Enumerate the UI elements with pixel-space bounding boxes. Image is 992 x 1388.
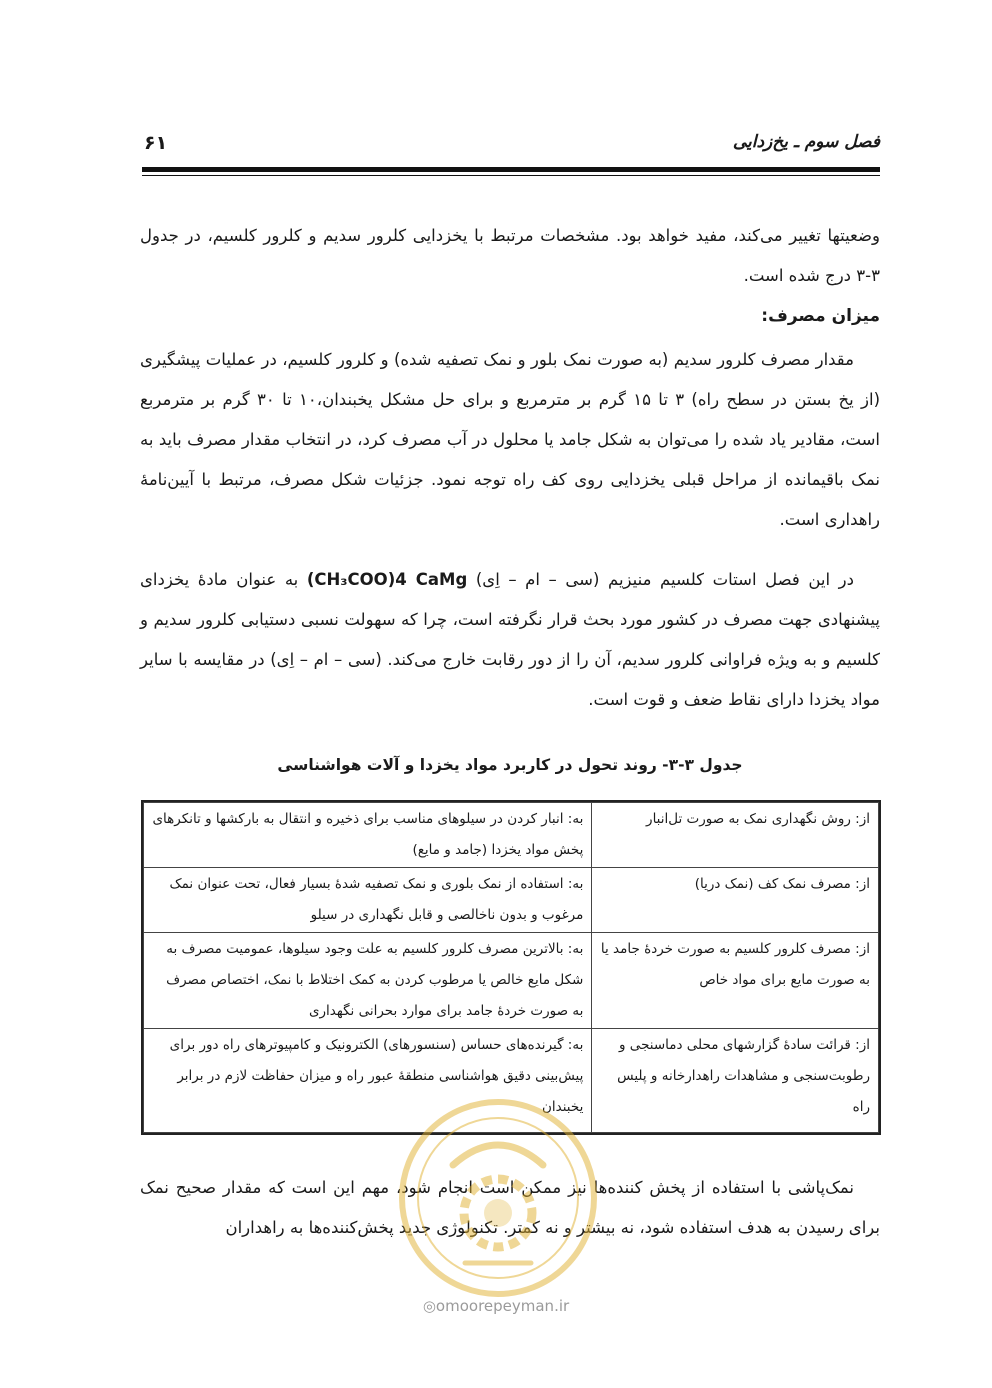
subheading-consumption: میزان مصرف: [761, 306, 880, 326]
table-row [144, 868, 879, 933]
page-header [142, 128, 880, 158]
site-url-text: omoorepeyman.ir [435, 1297, 570, 1315]
paragraph-3-after: به عنوان مادهٔ یخزدای پیشنهادی جهت مصرف در کشور مورد بحث قرار نگرفته است، چرا که سهولت نسبی دستیابی کلرور سدیم و کلسیم و به ویژه فراوانی کلرور سدیم، آن را از دور رقابت خارج می‌کند. (سی – ام – اِی) در مقایسه با سایر مواد یخزدا دارای نقاط ضعف و قوت است. [140, 570, 880, 709]
header-rule-thin [142, 175, 880, 176]
footer-site-url [0, 1297, 992, 1315]
table-cell-to: به: انبار کردن در سیلوهای مناسب برای ذخیره و انتقال به بارکشها و تانکرهای پخش مواد یخزدا (جامد و مایع) [144, 803, 592, 868]
table-cell-to: به: استفاده از نمک بلوری و نمک تصفیه شدهٔ بسیار فعال، تحت عنوان نمک مرغوب و بدون ناخالصی و قابل نگهداری در سیلو [144, 868, 592, 933]
page-number: ۶۱ [144, 132, 168, 154]
table-row [144, 803, 879, 868]
paragraph-4: نمک‌پاشی با استفاده از پخش کننده‌ها نیز ممکن است انجام شود، مهم این است که مقدار صحیح نمک برای رسیدن به هدف استفاده شود، نه بیشتر و نه کمتر. تکنولوژی جدید پخش‌کننده‌ها به راهداران [140, 1178, 880, 1237]
table-cell-from: از: مصرف کلرور کلسیم به صورت خردهٔ جامد یا به صورت مایع برای مواد خاص [592, 933, 879, 1029]
evolution-table [141, 800, 881, 1135]
paragraph-3 [140, 560, 880, 720]
table-cell-to: به: گیرنده‌های حساس (سنسورهای) الکترونیک و کامپیوترهای راه دور برای پیش‌بینی دقیق هواشناسی منطقهٔ عبور راه و میزان حفاظت لازم در برابر یخبندان [144, 1029, 592, 1133]
table-caption: جدول ۳-۳- روند تحول در کاربرد مواد یخزدا و آلات هواشناسی [277, 756, 743, 774]
header-rule-thick [142, 167, 880, 172]
paragraph-3-before: در این فصل استات کلسیم منیزیم (سی – ام – اِی) [467, 570, 854, 589]
table-row [144, 933, 879, 1029]
table-cell-from: از: روش نگهداری نمک به صورت تل‌انبار [592, 803, 879, 868]
paragraph-2: مقدار مصرف کلرور سدیم (به صورت نمک بلور و نمک تصفیه شده) و کلرور کلسیم، در عملیات پیشگیری (از یخ بستن در سطح راه) ۳ تا ۱۵ گرم بر مترمربع و برای حل مشکل یخبندان،۱۰ تا ۳۰ گرم بر مترمربع است، مقادیر یاد شده را می‌توان به شکل جامد یا محلول در آب مصرف کرد، در انتخاب مقدار مصرف باید به نمک باقیمانده از مراحل قبلی یخزدایی روی کف راه توجه نمود. جزئیات شکل مصرف، مرتبط با آیین‌نامهٔ راهداری است. [140, 350, 881, 529]
chemical-formula: (CH₃COO)4 CaMg [306, 570, 468, 589]
table-cell-to: به: بالاترین مصرف کلرور کلسیم به علت وجود سیلوها، عمومیت مصرف به شکل مایع خالص یا مرطوب کردن به کمک اختلاط با نمک، اختصاص مصرف به صورت خردهٔ جامد برای موارد بحرانی نگهداری [144, 933, 592, 1029]
table-cell-from: از: مصرف نمک کف (نمک دریا) [592, 868, 879, 933]
chapter-title: فصل سوم ـ یخ‌زدایی [732, 132, 880, 152]
table-cell-from: از: قرائت سادهٔ گزارشهای محلی دماسنجی و رطوبت‌سنجی و مشاهدات راهدارخانه و پلیس راه [592, 1029, 879, 1133]
table-row [144, 1029, 879, 1133]
site-logo-icon: ◎ [422, 1297, 436, 1315]
paragraph-1: وضعیتها تغییر می‌کند، مفید خواهد بود. مشخصات مرتبط با یخزدایی کلرور سدیم و کلرور کلسیم، در جدول ۳-۳ درج شده است. [140, 226, 880, 285]
